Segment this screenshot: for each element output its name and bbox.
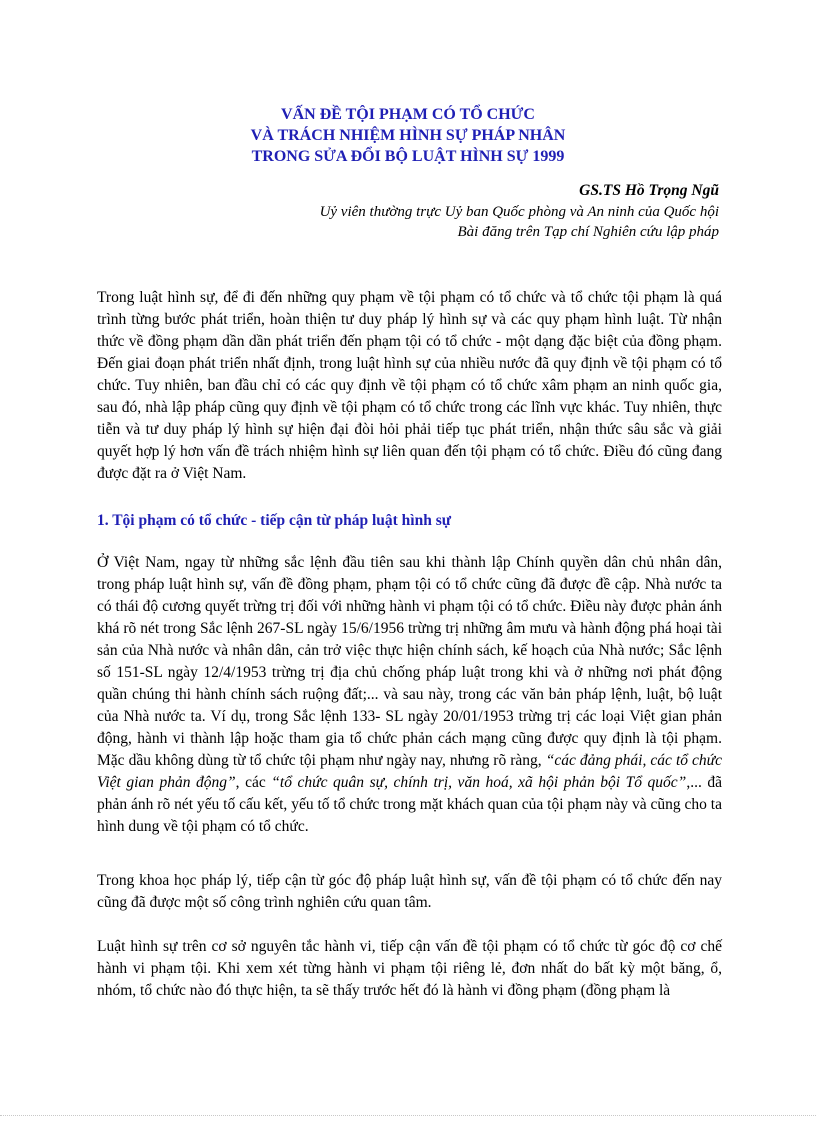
author-block [320,180,719,242]
paragraph-4-text: Luật hình sự trên cơ sở nguyên tắc hành vi, tiếp cận vấn đề tội phạm có tổ chức từ góc độ cơ chế hành vi phạm tội. Khi xem xét từng hành vi phạm tội riêng lẻ, đơn nhất do bất kỳ một băng, ổ, nhóm, tổ chức nào đó thực hiện, ta sẽ thấy trước hết đó là hành vi đồng phạm (đồng phạm là [97,938,722,999]
intro-paragraph [97,287,722,485]
page-bottom-divider [0,1115,816,1116]
intro-text: Trong luật hình sự, để đi đến những quy phạm về tội phạm có tổ chức và tổ chức tội phạm là quá trình từng bước phát triển, hoàn thiện tư duy pháp lý hình sự và các quy phạm hình luật. Từ nhận thức về đồng phạm dần dần phát triển đến phạm tội có tổ chức - một dạng đặc biệt của đồng phạm. Đến giai đoạn phát triển nhất định, trong luật hình sự của nhiều nước đã quy định về tội phạm có tổ chức. Tuy nhiên, ban đầu chỉ có các quy định về tội phạm có tổ chức xâm phạm an ninh quốc gia, sau đó, nhà lập pháp cũng quy định về tội phạm có tổ chức trong các lĩnh vực khác. Tuy nhiên, thực tiễn và tư duy pháp lý hình sự hiện đại đòi hỏi phải tiếp tục phát triển, nhận thức sâu sắc và giải quyết hợp lý hơn vấn đề trách nhiệm hình sự liên quan đến tội phạm có tổ chức. Điều đó cũng đang được đặt ra ở Việt Nam. [97,289,722,482]
author-name: GS.TS Hồ Trọng Ngũ [579,182,719,199]
section1-text-part2: , các [235,774,272,791]
section1-quote-2: “tổ chức quân sự, chính trị, văn hoá, xã hội phản bội Tổ quốc” [271,774,687,791]
paragraph-3 [97,870,722,914]
section1-text [97,552,722,838]
publication-source: Bài đăng trên Tạp chí Nghiên cứu lập pháp [457,224,719,240]
section-heading: 1. Tội phạm có tổ chức - tiếp cận từ pháp luật hình sự [97,512,452,529]
title-line-3: TRONG SỬA ĐỔI BỘ LUẬT HÌNH SỰ 1999 [251,148,565,165]
section1-quote-1: “các đảng phái, các tổ chức Việt gian phản động” [97,752,722,791]
section1-paragraph [97,552,722,838]
paragraph-4 [97,936,722,1002]
paragraph-3-text: Trong khoa học pháp lý, tiếp cận từ góc độ pháp luật hình sự, vấn đề tội phạm có tổ chức đến nay cũng đã được một số công trình nghiên cứu quan tâm. [97,872,722,911]
title-line-2: VÀ TRÁCH NHIỆM HÌNH SỰ PHÁP NHÂN [250,127,566,144]
section1-text-part1: Ở Việt Nam, ngay từ những sắc lệnh đầu tiên sau khi thành lập Chính quyền dân chủ nhân dân, trong pháp luật hình sự, vấn đề đồng phạm, phạm tội có tổ chức cũng đã được đề cập. Nhà nước ta có thái độ cương quyết trừng trị đối với những hành vi phạm tội có tổ chức. Điều này được phản ánh khá rõ nét trong Sắc lệnh 267-SL ngày 15/6/1956 trừng trị những âm mưu và hành động phá hoại tài sản của Nhà nước và nhân dân, cản trở việc thực hiện chính sách, kế hoạch của Nhà nước; Sắc lệnh số 151-SL ngày 12/4/1953 trừng trị địa chủ chống pháp luật trong khi và ở những nơi phát động quần chúng thi hành chính sách ruộng đất;... và sau này, trong các văn bản pháp lệnh, luật, bộ luật của Nhà nước ta. Ví dụ, trong Sắc lệnh 133- SL ngày 20/01/1953 trừng trị các loại Việt gian phản động, hành vi thành lập hoặc tham gia tổ chức phản cách mạng cũng được quy định là tội phạm. Mặc dầu không dùng từ tổ chức tội phạm như ngày nay, nhưng rõ ràng, [97,554,722,769]
section1-text-part3: ,... đã phản ánh rõ nét yếu tố cấu kết, yếu tố tổ chức trong mặt khách quan của tội phạm này và cũng cho ta hình dung về tội phạm có tổ chức. [97,774,722,835]
title-line-1: VẤN ĐỀ TỘI PHẠM CÓ TỔ CHỨC [281,106,535,123]
author-position: Uỷ viên thường trực Uỷ ban Quốc phòng và An ninh của Quốc hội [319,204,719,220]
document-title [0,104,816,167]
